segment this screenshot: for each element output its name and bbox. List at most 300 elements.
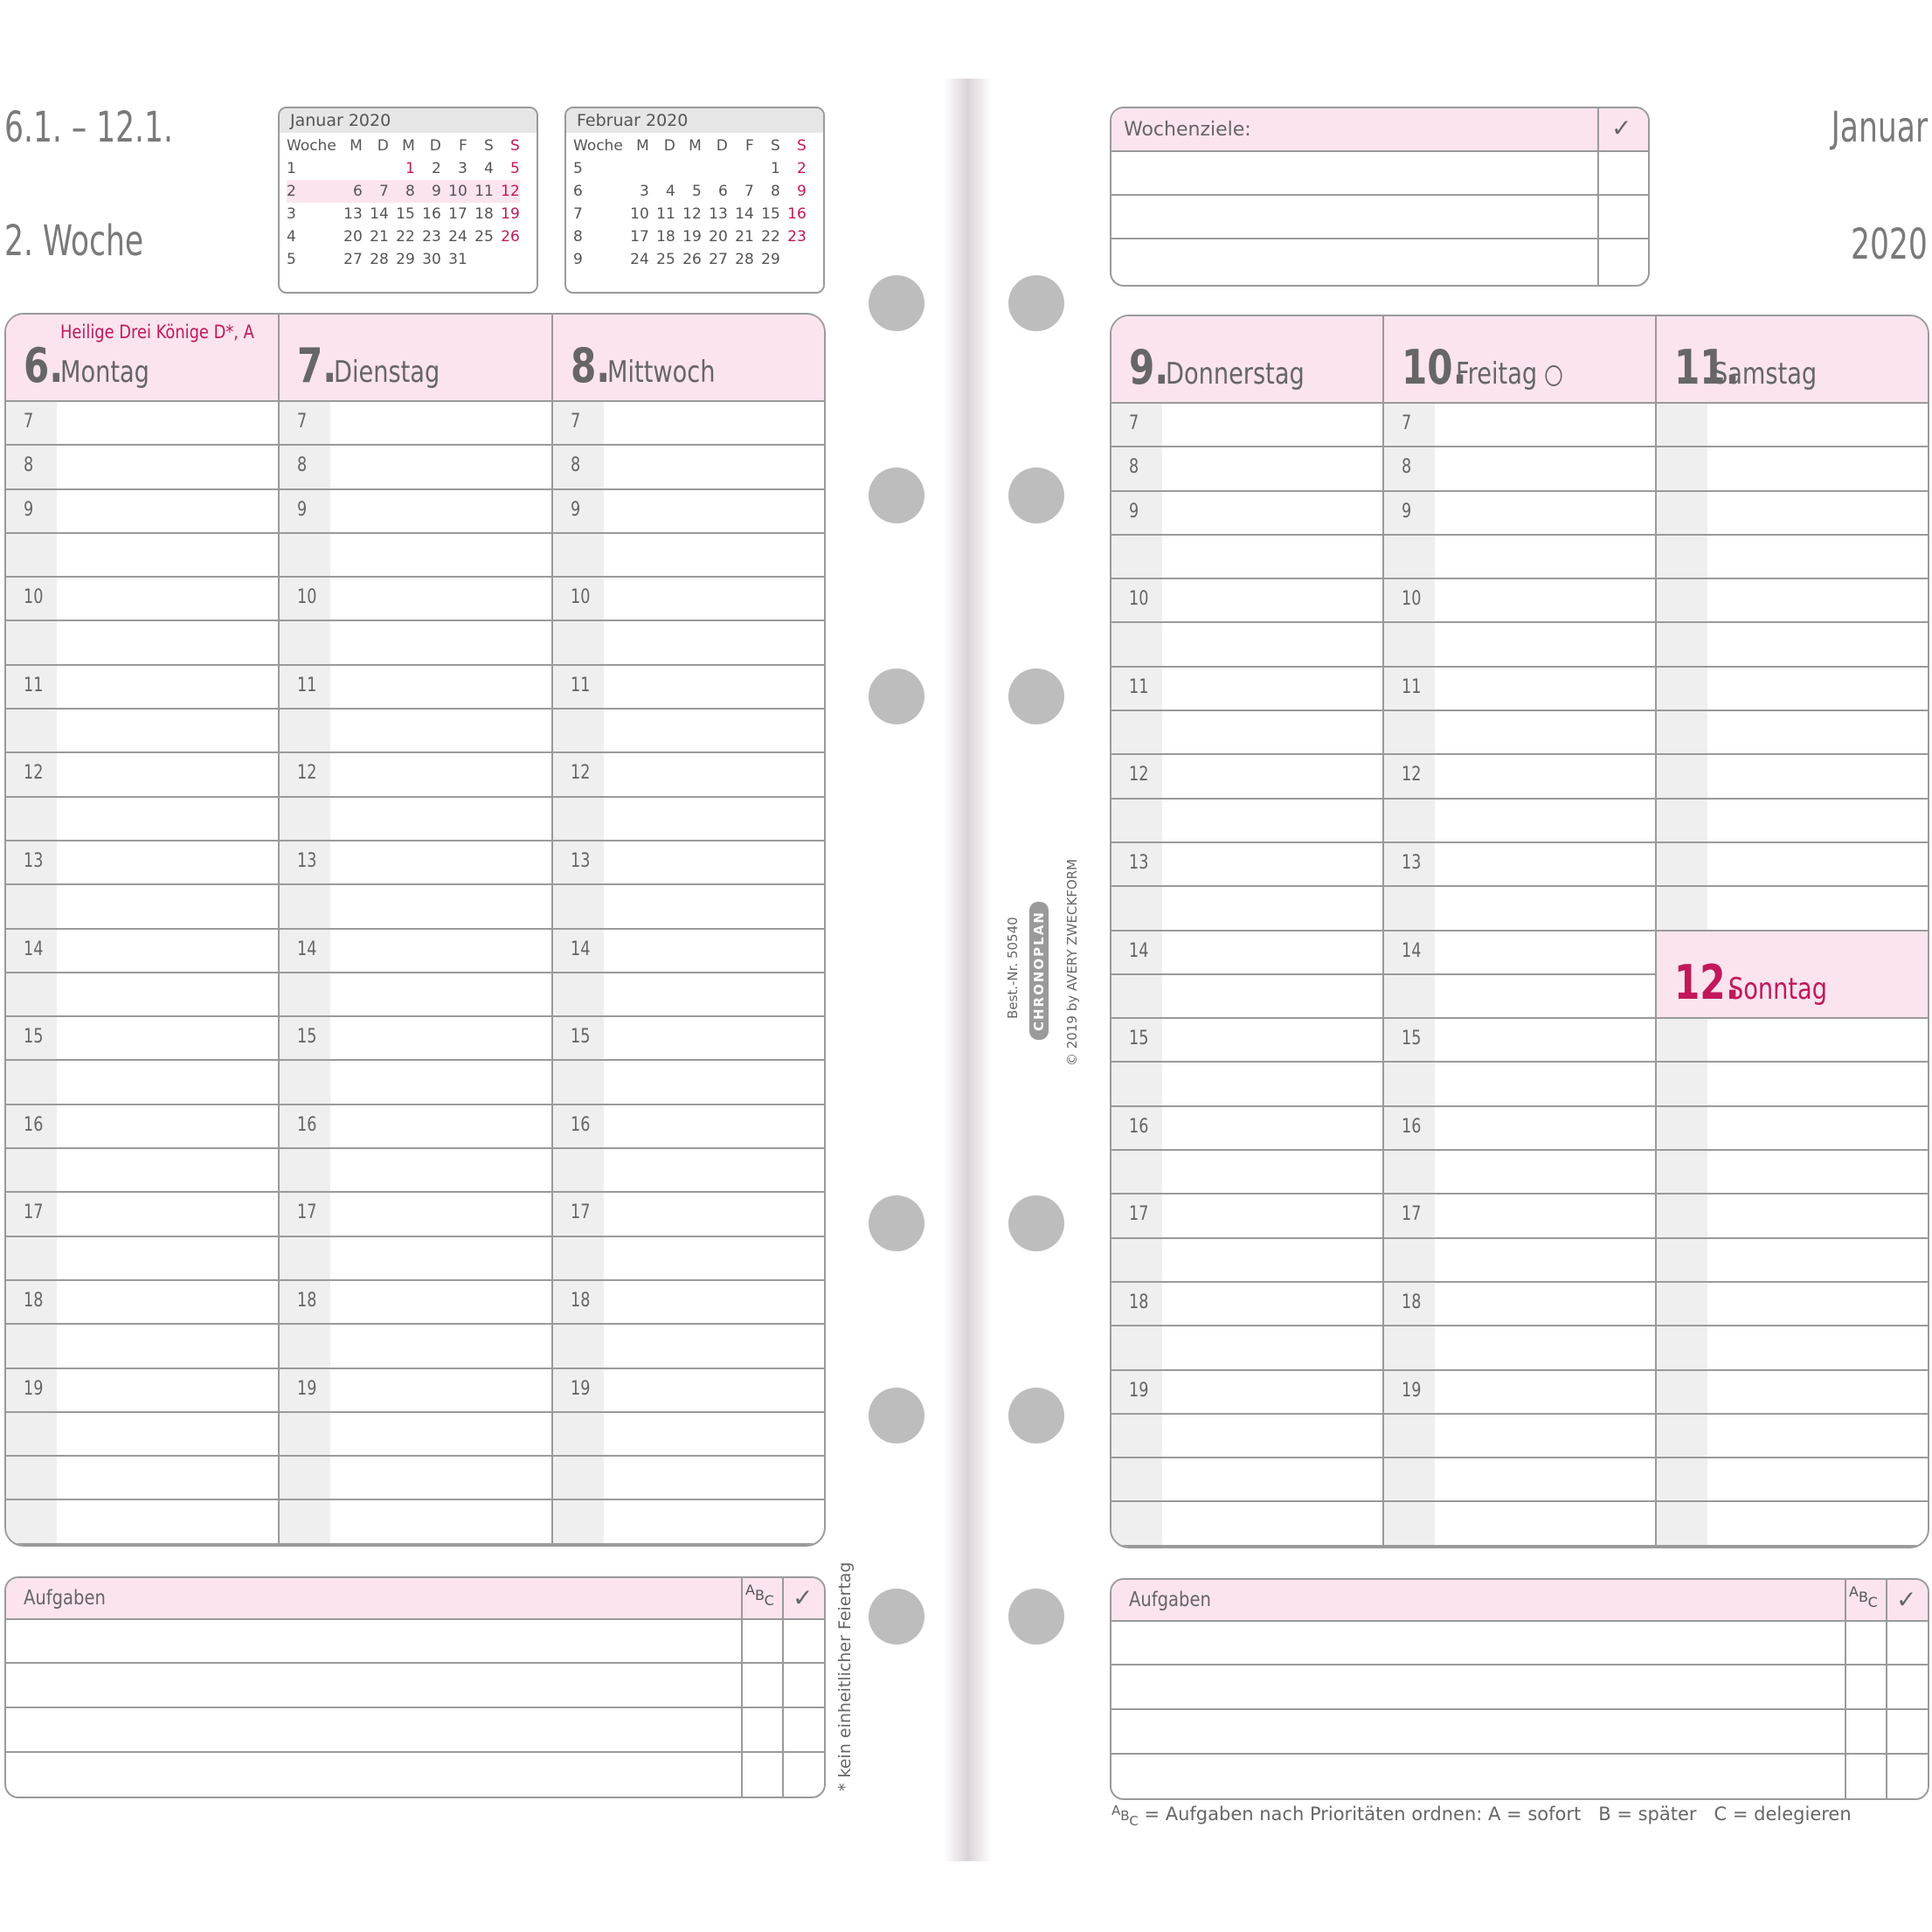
day-header (280, 315, 551, 402)
task-line (6, 1707, 824, 1708)
hour-row[interactable] (1111, 668, 1382, 711)
hour-row[interactable] (280, 402, 551, 446)
day-cell: 1 (405, 160, 415, 177)
day-cell: 25 (656, 251, 675, 268)
week-number: 2 (287, 180, 336, 203)
hour-row[interactable] (1384, 1019, 1655, 1063)
hour-row[interactable] (6, 973, 278, 1017)
hour-label: 15 (571, 1026, 591, 1049)
hour-row[interactable] (553, 490, 824, 534)
day-cell: 16 (422, 205, 441, 223)
hour-row[interactable] (280, 753, 551, 797)
hour-row[interactable] (280, 622, 551, 666)
mini-calendar-january (278, 107, 538, 294)
year-title: 2020 (1851, 220, 1928, 269)
hour-row[interactable] (6, 1281, 278, 1325)
day-cell: 29 (761, 251, 780, 268)
hour-row[interactable] (1384, 800, 1655, 843)
day-cell: 30 (422, 251, 441, 268)
hour-row[interactable] (553, 1017, 824, 1061)
hour-label: 11 (24, 674, 44, 696)
day-number: 6. (24, 338, 64, 393)
hour-label: 16 (571, 1113, 591, 1136)
hour-row[interactable] (1657, 1283, 1928, 1326)
weekly-goals-box (1110, 107, 1650, 287)
day-cell: 10 (630, 205, 649, 223)
hour-row[interactable] (1111, 1415, 1382, 1458)
day-cell: 5 (509, 160, 520, 177)
punch-hole (1008, 275, 1064, 331)
hour-row[interactable] (280, 534, 551, 578)
hour-label: 7 (1129, 412, 1139, 434)
hour-label: 10 (1129, 588, 1149, 611)
hour-label: 17 (1129, 1203, 1149, 1226)
day-cell (728, 157, 754, 180)
day-cell (702, 157, 728, 180)
hour-row[interactable] (553, 666, 824, 710)
hour-row[interactable] (280, 1413, 551, 1457)
hour-row[interactable] (1657, 668, 1928, 711)
hour-label: 12 (297, 762, 317, 785)
priority-column (741, 1578, 743, 1797)
hour-row[interactable] (1657, 1019, 1928, 1063)
hour-row[interactable] (1111, 404, 1382, 447)
hour-label: 19 (571, 1377, 591, 1400)
hour-label: 12 (1402, 764, 1422, 786)
day-column-tuesday (280, 315, 553, 1545)
right-day-panel (1110, 315, 1929, 1548)
hour-label: 19 (297, 1377, 317, 1400)
hour-row[interactable] (1111, 579, 1382, 623)
punch-hole (1008, 1589, 1064, 1645)
hour-row[interactable] (6, 1369, 278, 1413)
hour-row[interactable] (280, 1193, 551, 1236)
hour-row[interactable] (1111, 1371, 1382, 1415)
hour-row[interactable] (1657, 492, 1928, 536)
hour-row[interactable] (6, 666, 278, 710)
hour-row[interactable] (1384, 1415, 1655, 1458)
hour-row[interactable] (553, 710, 824, 753)
day-header (1384, 316, 1655, 404)
hour-row[interactable] (1384, 1239, 1655, 1283)
mini-calendar-title: Januar 2020 (280, 108, 537, 133)
hour-row[interactable] (280, 1105, 551, 1149)
col-header: D (429, 137, 441, 155)
day-cell: 9 (796, 183, 807, 200)
day-column-monday (6, 315, 280, 1545)
hour-row[interactable] (1657, 1239, 1928, 1283)
day-cell: 4 (665, 183, 675, 200)
hour-row[interactable] (1111, 1107, 1382, 1151)
hour-row[interactable] (280, 1237, 551, 1281)
hour-row[interactable] (1111, 1326, 1382, 1370)
hour-row[interactable] (1384, 624, 1655, 668)
tasks-header (6, 1578, 824, 1620)
hour-row[interactable] (6, 1017, 278, 1061)
hour-row[interactable] (553, 1501, 824, 1545)
hour-row[interactable] (6, 1105, 278, 1149)
hour-row[interactable] (6, 622, 278, 666)
hour-row[interactable] (553, 446, 824, 489)
hour-label: 14 (1402, 939, 1422, 962)
punch-hole (869, 467, 924, 523)
day-cell: 21 (370, 228, 389, 246)
priority-a: A (745, 1582, 755, 1598)
day-cell: 12 (494, 180, 520, 203)
hour-row[interactable] (6, 446, 278, 489)
hour-row[interactable] (280, 710, 551, 753)
hour-row[interactable] (280, 885, 551, 929)
hour-row[interactable] (1657, 1371, 1928, 1415)
hour-label: 11 (297, 674, 317, 696)
hour-row[interactable] (1111, 492, 1382, 536)
hour-row[interactable] (1111, 1503, 1382, 1547)
hour-row[interactable] (6, 930, 278, 973)
hour-row[interactable] (1384, 536, 1655, 579)
hour-rows (1384, 404, 1655, 1547)
hour-row[interactable] (1657, 1503, 1928, 1547)
hour-row[interactable] (280, 446, 551, 489)
day-name: Samstag (1713, 357, 1818, 391)
day-cell (467, 248, 494, 271)
hour-row[interactable] (280, 490, 551, 534)
day-cell: 22 (761, 228, 780, 246)
punch-hole (1008, 1195, 1064, 1251)
hour-row[interactable] (1657, 536, 1928, 579)
legend-c: C (1129, 1813, 1139, 1829)
hour-row[interactable] (1111, 1239, 1382, 1283)
hour-label: 8 (571, 454, 581, 477)
done-column (1597, 108, 1599, 285)
hour-row[interactable] (553, 534, 824, 578)
day-cell: 5 (691, 183, 702, 200)
hour-label: 15 (24, 1026, 44, 1049)
hour-row[interactable] (1111, 1283, 1382, 1326)
hour-row[interactable] (1111, 1458, 1382, 1502)
day-name: Donnerstag (1166, 357, 1305, 391)
holiday-label: Heilige Drei Könige D*, A (60, 322, 254, 343)
hour-row[interactable] (1111, 931, 1382, 975)
hour-row[interactable] (1384, 1326, 1655, 1370)
hour-row[interactable] (1111, 624, 1382, 668)
hour-row[interactable] (1657, 579, 1928, 623)
hour-row[interactable] (280, 1501, 551, 1545)
hour-row[interactable] (280, 930, 551, 973)
hour-row[interactable] (1384, 975, 1655, 1019)
hour-label: 10 (1402, 588, 1422, 611)
hour-row[interactable] (6, 1193, 278, 1236)
hour-label: 8 (24, 454, 34, 477)
hour-row[interactable] (1384, 579, 1655, 623)
hour-row[interactable] (6, 841, 278, 885)
hour-row[interactable] (1384, 1151, 1655, 1195)
hour-label: 8 (1402, 456, 1412, 479)
hour-row[interactable] (553, 798, 824, 841)
hour-label: 13 (1402, 852, 1422, 874)
mini-calendar-grid (287, 135, 520, 271)
day-cell (623, 157, 649, 180)
day-number: 9. (1129, 340, 1169, 395)
col-header: F (459, 137, 467, 155)
day-cell: 2 (796, 160, 807, 177)
hour-label: 14 (1129, 939, 1149, 962)
hour-row[interactable] (553, 1149, 824, 1193)
hour-row[interactable] (280, 666, 551, 710)
hour-row[interactable] (1657, 1063, 1928, 1107)
hour-label: 14 (571, 938, 591, 960)
hour-row[interactable] (1111, 1019, 1382, 1063)
hour-row[interactable] (553, 578, 824, 621)
hour-row[interactable] (6, 1149, 278, 1193)
hour-row[interactable] (6, 710, 278, 753)
hour-row[interactable] (6, 1457, 278, 1500)
priority-column (1845, 1580, 1846, 1798)
sunday-header (1657, 930, 1928, 1019)
hour-row[interactable] (553, 1369, 824, 1413)
day-cell (649, 157, 675, 180)
hour-row[interactable] (6, 1413, 278, 1457)
hour-row[interactable] (1384, 1107, 1655, 1151)
hour-row[interactable] (1384, 1063, 1655, 1107)
hour-label: 9 (297, 498, 308, 521)
hour-row[interactable] (1657, 1458, 1928, 1502)
day-cell: 13 (343, 205, 363, 223)
hour-row[interactable] (1657, 887, 1928, 931)
day-cell: 9 (415, 180, 441, 203)
hour-row[interactable] (1111, 536, 1382, 579)
hour-row[interactable] (1111, 755, 1382, 799)
hour-row[interactable] (1111, 843, 1382, 887)
day-cell: 7 (744, 183, 754, 200)
hour-row[interactable] (1384, 887, 1655, 931)
hour-row[interactable] (553, 1062, 824, 1105)
col-header: M (402, 137, 415, 155)
hour-row[interactable] (553, 1105, 824, 1149)
hour-row[interactable] (280, 841, 551, 885)
hour-row[interactable] (1384, 755, 1655, 799)
hour-row[interactable] (280, 1281, 551, 1325)
hour-row[interactable] (1384, 404, 1655, 447)
hour-row[interactable] (6, 578, 278, 621)
day-cell: 18 (474, 205, 494, 223)
hour-row[interactable] (1657, 404, 1928, 447)
hour-row[interactable] (6, 534, 278, 578)
hour-label: 9 (571, 498, 581, 521)
col-header: M (636, 137, 649, 155)
priority-c: C (764, 1592, 774, 1609)
day-cell: 10 (441, 180, 467, 203)
hour-row[interactable] (1384, 668, 1655, 711)
hour-label: 12 (24, 762, 44, 785)
hour-label: 9 (1129, 500, 1139, 523)
day-cell: 6 (717, 183, 728, 200)
hour-row[interactable] (1384, 1283, 1655, 1326)
punch-hole (869, 1388, 924, 1444)
hour-label: 7 (297, 411, 308, 433)
hour-row[interactable] (6, 885, 278, 929)
hour-row[interactable] (1111, 975, 1382, 1019)
hour-row[interactable] (6, 1501, 278, 1545)
day-cell: 1 (770, 160, 780, 177)
hour-row[interactable] (280, 1369, 551, 1413)
hour-row[interactable] (553, 753, 824, 797)
hour-row[interactable] (280, 1457, 551, 1500)
hour-row[interactable] (6, 753, 278, 797)
week-number: 9 (573, 251, 583, 268)
hour-label: 16 (297, 1113, 317, 1136)
hour-row[interactable] (6, 1237, 278, 1281)
day-column-wednesday (553, 315, 824, 1545)
day-cell: 27 (709, 251, 728, 268)
day-column-thursday (1111, 316, 1384, 1547)
col-header: D (663, 137, 675, 155)
hour-row[interactable] (1657, 843, 1928, 887)
col-header: Woche (573, 137, 623, 155)
hour-row[interactable] (280, 1325, 551, 1368)
hour-row[interactable] (1384, 931, 1655, 975)
hour-row[interactable] (553, 841, 824, 885)
day-cell: 20 (343, 228, 363, 246)
priority-abc-icon (1849, 1583, 1878, 1610)
hour-row[interactable] (1111, 1195, 1382, 1238)
hour-label: 18 (1129, 1291, 1149, 1313)
day-cell: 11 (656, 205, 675, 223)
hour-label: 13 (297, 850, 317, 872)
hour-row[interactable] (1657, 711, 1928, 755)
day-cell: 14 (370, 205, 389, 223)
day-cell (363, 157, 389, 180)
hour-row[interactable] (280, 1062, 551, 1105)
hour-row[interactable] (1657, 1151, 1928, 1195)
hour-row[interactable] (1111, 1063, 1382, 1107)
hour-label: 13 (571, 850, 591, 872)
day-cell (675, 157, 702, 180)
col-header: M (689, 137, 702, 155)
sunday-number: 12. (1674, 955, 1740, 1010)
hour-row[interactable] (1657, 624, 1928, 668)
day-cell: 26 (682, 251, 702, 268)
hour-row[interactable] (280, 1149, 551, 1193)
priority-abc-icon (745, 1582, 774, 1609)
hour-row[interactable] (280, 1017, 551, 1061)
hour-row[interactable] (280, 798, 551, 841)
hour-rows (280, 402, 551, 1545)
goals-label: Wochenziele: (1124, 119, 1251, 141)
hour-label: 10 (571, 586, 591, 609)
hour-label: 16 (24, 1113, 44, 1136)
col-header: Woche (287, 137, 336, 155)
day-cell: 20 (709, 228, 728, 246)
hour-row[interactable] (553, 622, 824, 666)
hour-row[interactable] (1384, 447, 1655, 491)
hour-label: 15 (297, 1026, 317, 1049)
day-cell: 6 (336, 180, 363, 203)
hour-row[interactable] (6, 1062, 278, 1105)
hour-row[interactable] (6, 490, 278, 534)
day-cell: 13 (709, 205, 728, 223)
day-cell: 17 (448, 205, 467, 223)
week-number: 6 (573, 183, 583, 200)
hour-row[interactable] (6, 402, 278, 446)
hour-row[interactable] (6, 1325, 278, 1368)
hour-row[interactable] (553, 885, 824, 929)
hour-label: 17 (571, 1201, 591, 1224)
hour-row[interactable] (553, 1413, 824, 1457)
hour-row[interactable] (1111, 1151, 1382, 1195)
week-number: 4 (287, 228, 296, 246)
date-range: 6.1. – 12.1. (4, 103, 173, 152)
punch-hole (869, 668, 924, 724)
hour-row[interactable] (553, 1325, 824, 1368)
day-number: 10. (1402, 340, 1467, 395)
hour-row[interactable] (1384, 711, 1655, 755)
hour-row[interactable] (1657, 1107, 1928, 1151)
hour-row[interactable] (1111, 447, 1382, 491)
hour-row[interactable] (1657, 447, 1928, 491)
col-header: D (716, 137, 728, 155)
hour-label: 19 (1129, 1379, 1149, 1402)
hour-label: 18 (1402, 1291, 1422, 1313)
hour-row[interactable] (1111, 800, 1382, 843)
day-number: 11. (1674, 340, 1740, 395)
hour-row[interactable] (1111, 711, 1382, 755)
hour-row[interactable] (1384, 492, 1655, 536)
hour-row[interactable] (553, 402, 824, 446)
copyright: © 2019 by AVERY ZWECKFORM (1064, 858, 1080, 1066)
hour-label: 13 (1129, 852, 1149, 874)
sunday-name: Sonntag (1728, 972, 1827, 1007)
hour-row[interactable] (1384, 1195, 1655, 1238)
col-header: S (510, 137, 520, 155)
week-number: 1 (287, 160, 296, 177)
hour-row[interactable] (553, 1193, 824, 1236)
task-line (6, 1662, 824, 1664)
hour-row[interactable] (6, 798, 278, 841)
day-cell (336, 157, 363, 180)
hour-row[interactable] (1657, 1326, 1928, 1370)
check-icon: ✓ (793, 1583, 814, 1612)
hour-row[interactable] (1657, 800, 1928, 843)
week-number: 5 (287, 251, 296, 268)
hour-row[interactable] (1384, 843, 1655, 887)
hour-row[interactable] (1384, 1371, 1655, 1415)
hour-row[interactable] (1657, 755, 1928, 799)
week-number: 8 (573, 228, 583, 246)
hour-row[interactable] (1384, 1458, 1655, 1502)
hour-row[interactable] (1384, 1503, 1655, 1547)
hour-row[interactable] (553, 930, 824, 973)
task-line (1111, 1708, 1928, 1710)
hour-row[interactable] (553, 1281, 824, 1325)
hour-row[interactable] (1111, 887, 1382, 931)
hour-row[interactable] (1657, 1415, 1928, 1458)
done-column (782, 1578, 784, 1797)
day-cell: 23 (787, 228, 807, 246)
day-cell: 11 (467, 180, 494, 203)
week-number: 3 (287, 205, 296, 223)
hour-label: 14 (24, 938, 44, 960)
hour-row[interactable] (553, 973, 824, 1017)
hour-row[interactable] (280, 578, 551, 621)
hour-label: 9 (1402, 500, 1412, 523)
punch-hole (1008, 668, 1064, 724)
hour-row[interactable] (1657, 1195, 1928, 1238)
hour-row[interactable] (280, 973, 551, 1017)
legend-text: = Aufgaben nach Prioritäten ordnen: A = sofort B = später C = delegieren (1144, 1804, 1852, 1825)
priority-b: B (754, 1587, 765, 1603)
hour-row[interactable] (553, 1237, 824, 1281)
hour-row[interactable] (553, 1457, 824, 1500)
